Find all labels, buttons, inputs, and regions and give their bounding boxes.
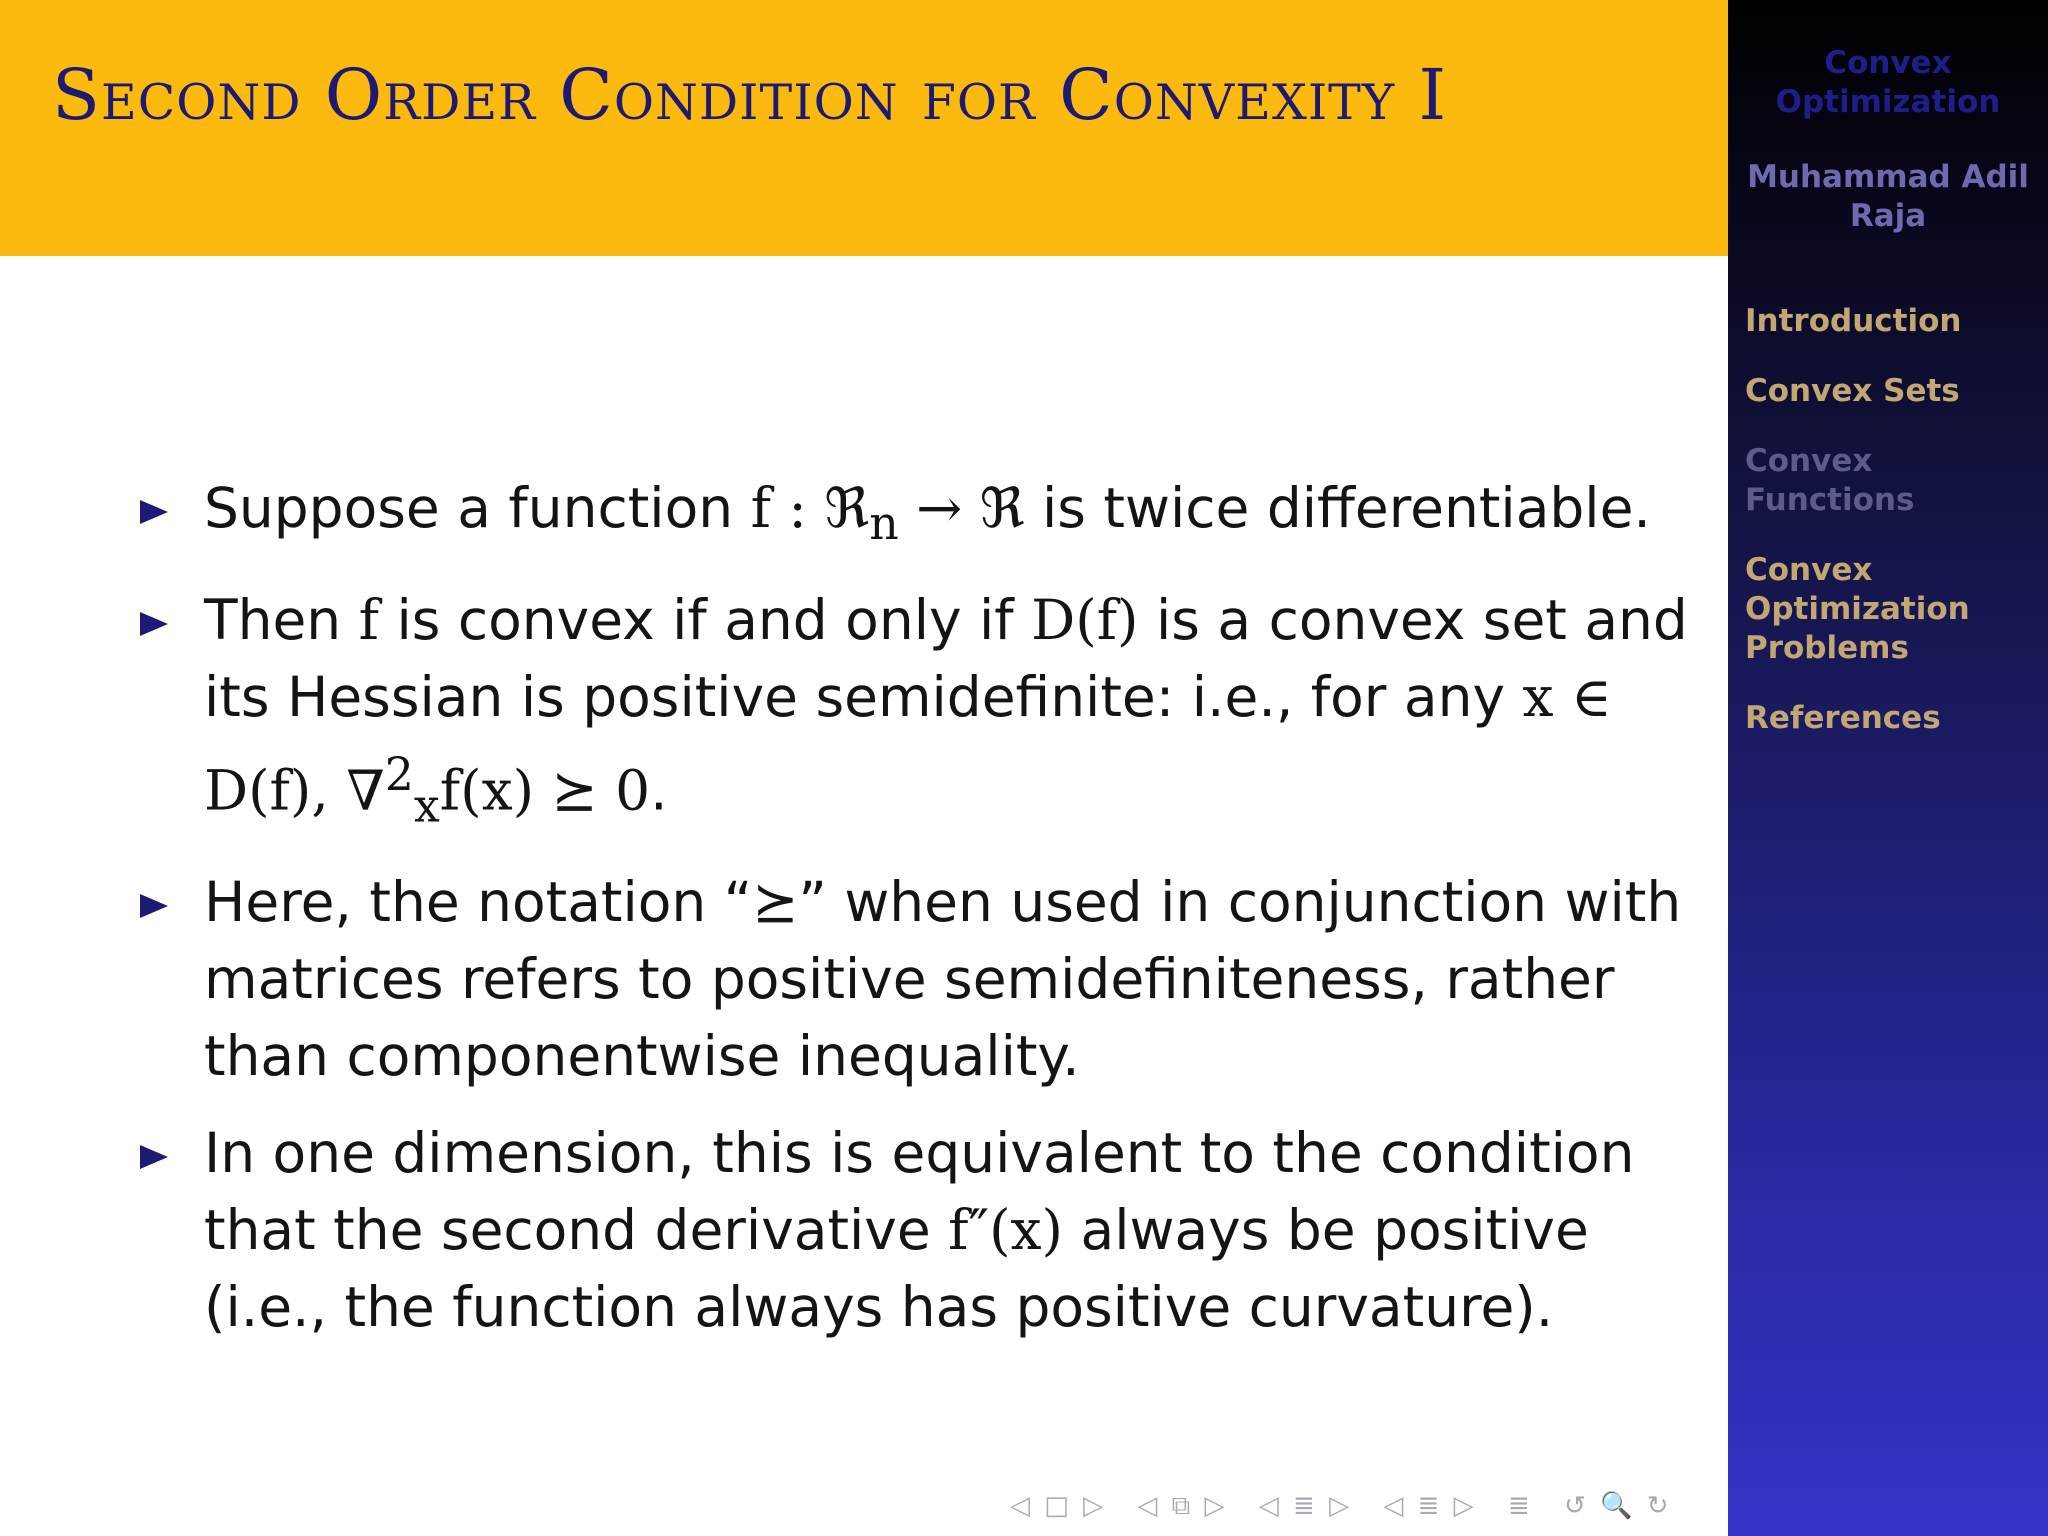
- presentation-icon[interactable]: ≣: [1417, 1491, 1440, 1521]
- nav-item-references[interactable]: References: [1745, 700, 1941, 736]
- frame-icon[interactable]: □: [1044, 1491, 1069, 1521]
- nav-item-convex-functions[interactable]: Convex Functions: [1745, 443, 1915, 518]
- redo-icon[interactable]: ↻: [1646, 1491, 1669, 1521]
- bullet-item: Then f is convex if and only if D(f) is a convex set and its Hessian is positive semidefinite: i.e., for any x ∈ D(f), ∇$^2_x$f(x) ⪰ 0.: [138, 582, 1698, 844]
- arrow-right-icon[interactable]: ▷: [1204, 1491, 1225, 1521]
- arrow-left-icon[interactable]: ◁: [1383, 1491, 1404, 1521]
- section-nav: [1745, 302, 2045, 769]
- section-icon[interactable]: ≣: [1293, 1491, 1315, 1521]
- align-icon[interactable]: ≣: [1507, 1491, 1530, 1521]
- bullet-triangle-icon: [140, 1145, 168, 1169]
- presentation-title[interactable]: Convex Optimization: [1775, 45, 2001, 120]
- title-bar: [0, 0, 1728, 256]
- arrow-left-icon[interactable]: ◁: [1010, 1491, 1030, 1521]
- bullet-item: In one dimension, this is equivalent to the condition that the second derivative f″(x) always be positive (i.e., the function always has positive curvature).: [138, 1115, 1698, 1346]
- navigation-controls: [1010, 1488, 1710, 1524]
- bullet-triangle-icon: [140, 612, 168, 636]
- bullet-item: Suppose a function f : ℜ$_n$ → ℜ is twice differentiable.: [138, 470, 1698, 562]
- arrow-left-icon[interactable]: ◁: [1258, 1491, 1279, 1521]
- nav-item-introduction[interactable]: Introduction: [1745, 303, 1962, 339]
- bullet-list: [138, 470, 1698, 1366]
- author-name[interactable]: Muhammad Adil Raja: [1747, 159, 2029, 234]
- arrow-right-icon[interactable]: ▷: [1083, 1491, 1104, 1521]
- arrow-left-icon[interactable]: ◁: [1137, 1491, 1158, 1521]
- undo-icon[interactable]: ↺: [1564, 1491, 1586, 1521]
- nav-item-convex-optimization-problems[interactable]: Convex Optimization Problems: [1745, 552, 1970, 666]
- arrow-right-icon[interactable]: ▷: [1453, 1491, 1474, 1521]
- bullet-item: Here, the notation “⪰” when used in conjunction with matrices refers to positive semidefiniteness, rather than componentwise inequality.: [138, 864, 1698, 1095]
- subsection-icon[interactable]: ⧉: [1171, 1491, 1191, 1521]
- bullet-triangle-icon: [140, 500, 168, 524]
- nav-item-convex-sets[interactable]: Convex Sets: [1745, 373, 1960, 409]
- search-icon[interactable]: 🔍: [1600, 1491, 1633, 1521]
- bullet-triangle-icon: [140, 894, 168, 918]
- sidebar: [1728, 0, 2048, 1536]
- slide-title: Second Order Condition for Convexity I: [52, 54, 1448, 136]
- arrow-right-icon[interactable]: ▷: [1329, 1491, 1350, 1521]
